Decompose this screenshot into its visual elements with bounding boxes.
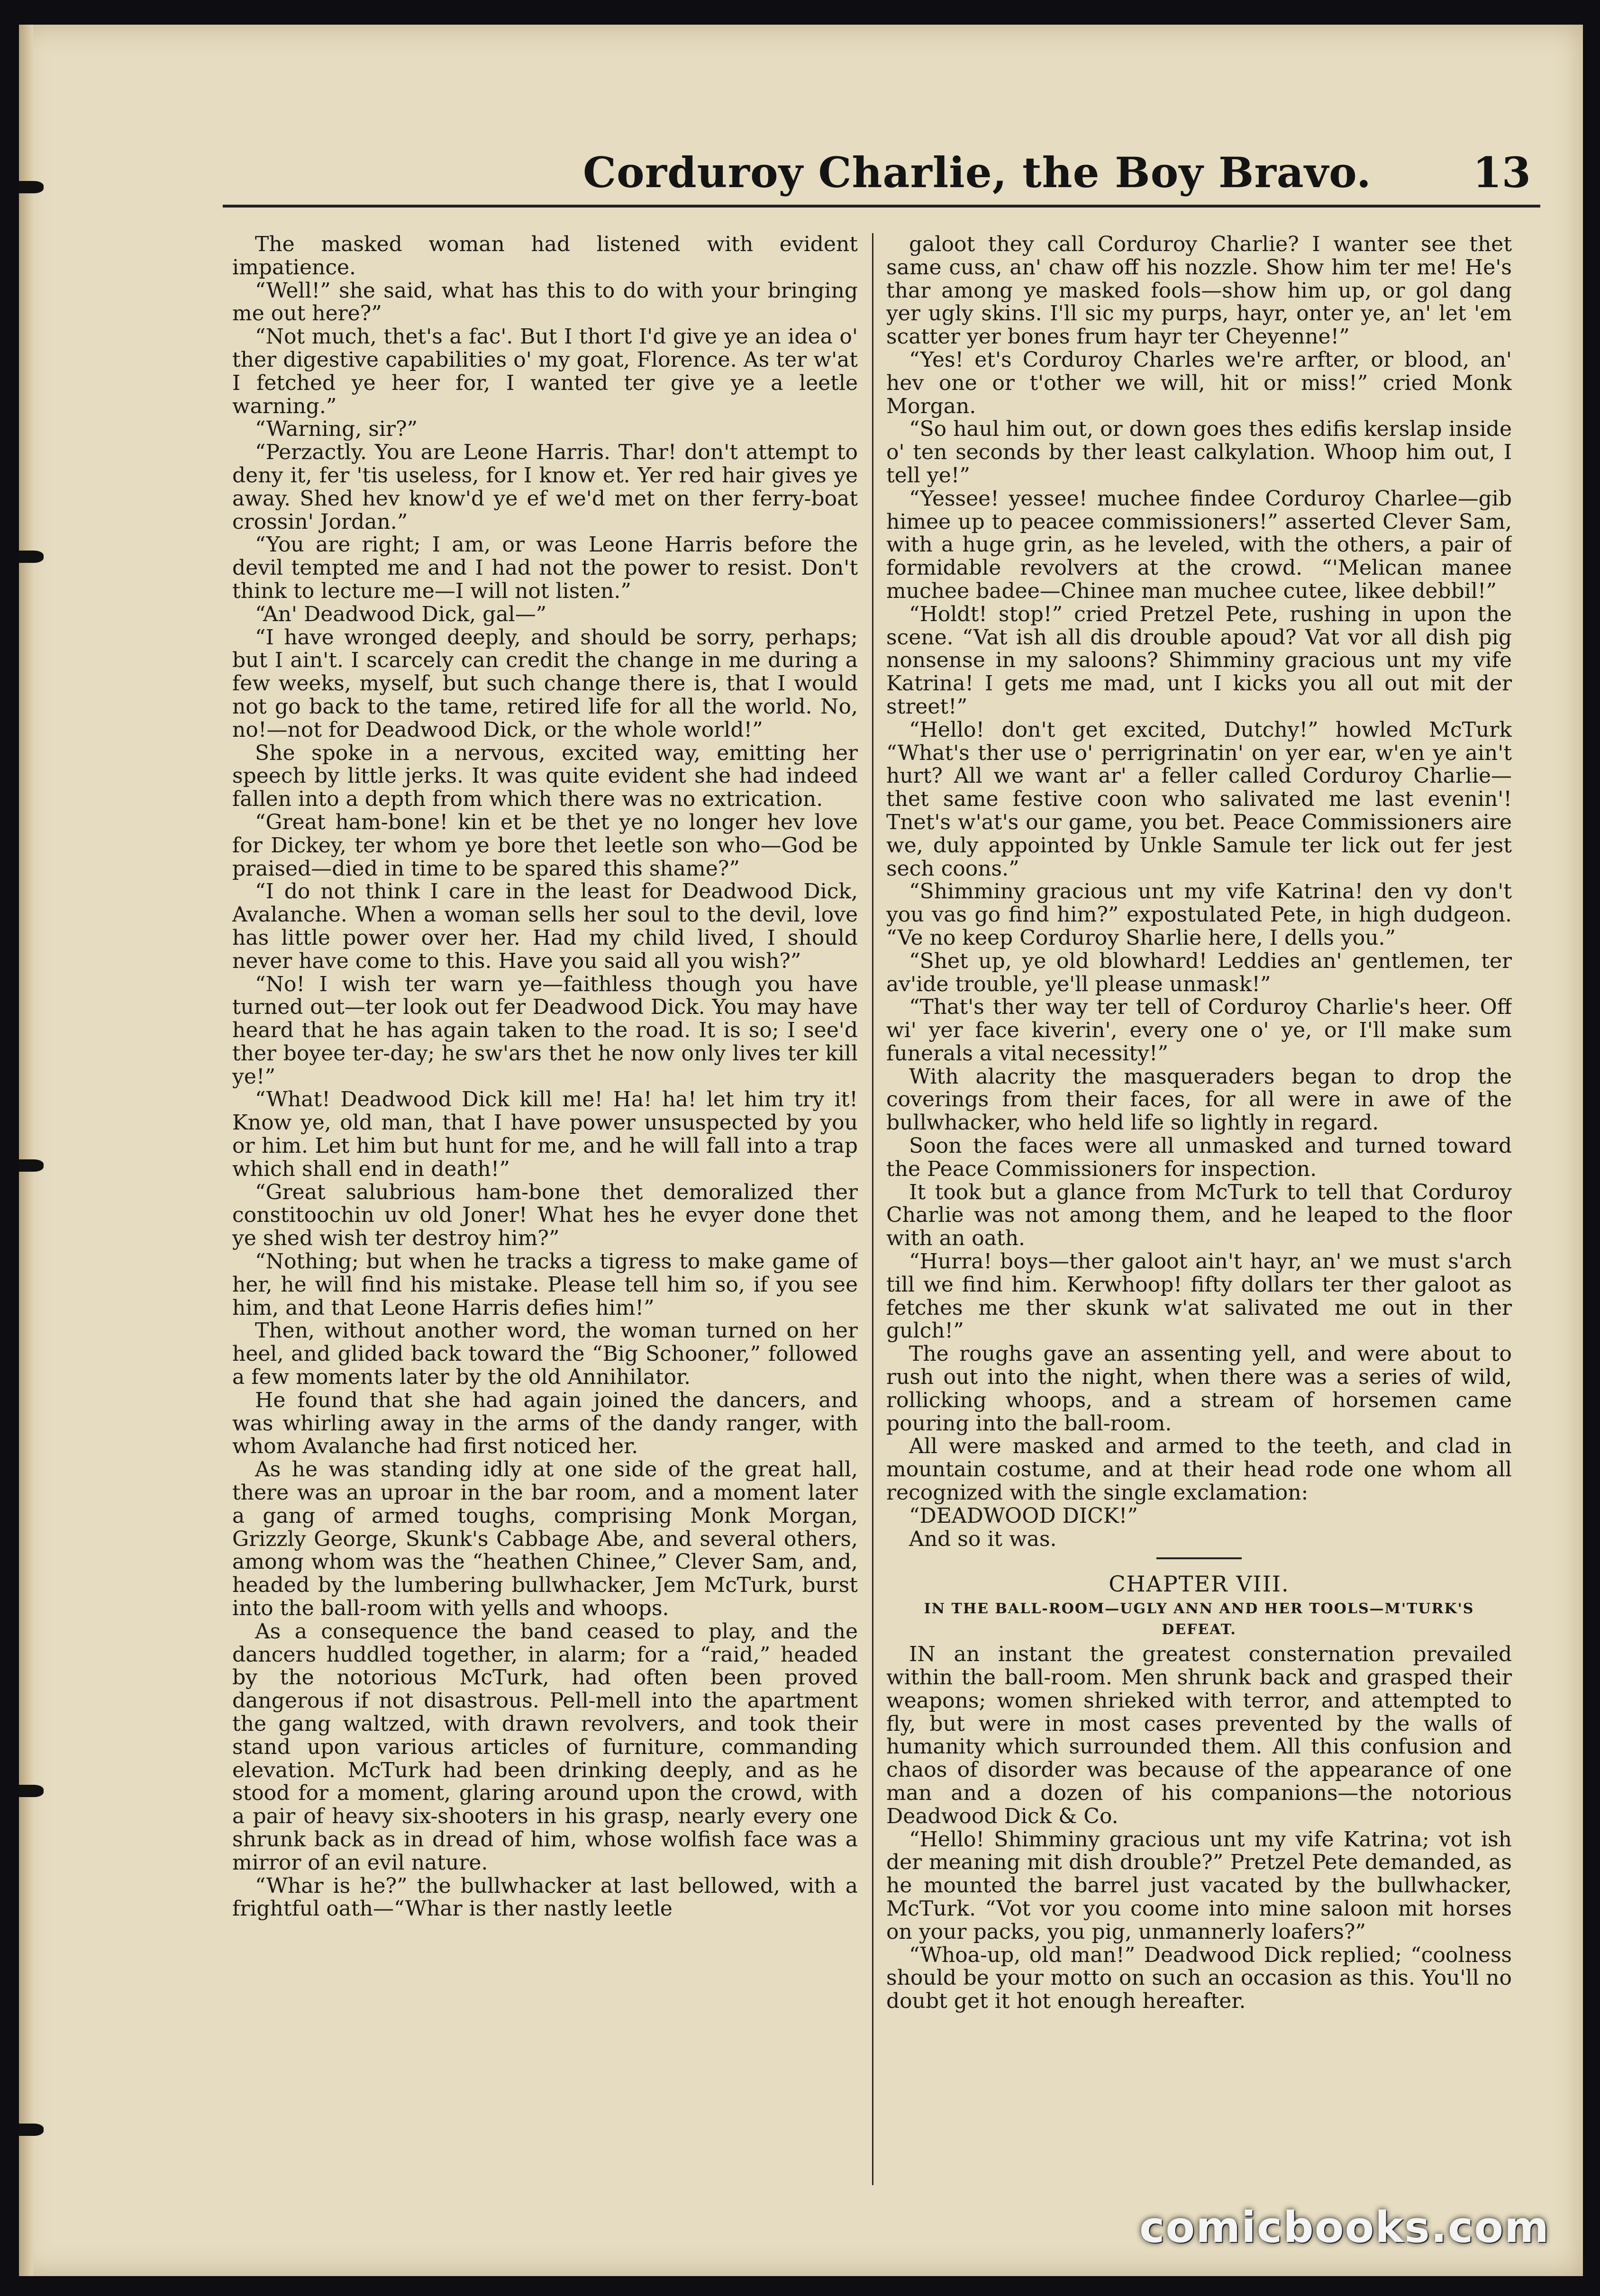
paragraph: “Warning, sir?” — [255, 417, 418, 442]
paragraph: “I have wronged deeply, and should be sorry, perhaps; but I ain't. I scarcely can credit the change in me during a few weeks, myself, but such change there is, that I would not go back to the tame, retired life for all the world. No, no!—not for Deadwood Dick, or the whole world!” — [232, 625, 858, 742]
paragraph: “DEADWOOD DICK!” — [909, 1503, 1138, 1528]
chapter-subtitle: IN THE BALL-ROOM—UGLY ANN AND HER TOOLS—M'TURK'S DEFEAT. — [924, 1600, 1474, 1638]
paragraph: “What! Deadwood Dick kill me! Ha! ha! let him try it! Know ye, old man, that I have power unsuspected by you or him. Let him but hunt for me, and he will fall into a trap which shall end in death!” — [232, 1087, 858, 1181]
magazine-page — [19, 25, 1583, 2276]
paragraph: And so it was. — [909, 1527, 1057, 1551]
paragraph: “Well!” she said, what has this to do with your bringing me out here?” — [232, 278, 858, 326]
paragraph: As he was standing idly at one side of the great hall, there was an uproar in the bar room, and a moment later a gang of armed toughs, comprising Monk Morgan, Grizzly George, Skunk's Cabbage Abe, and several others, among whom was the “heathen Chinee,” Clever Sam, and, headed by the lumbering bullwhacker, Jem McTurk, burst into the ball-room with yells and whoops. — [232, 1457, 858, 1621]
watermark-logo: comicbooks.com — [1139, 2203, 1550, 2252]
paragraph: “Hurra! boys—ther galoot ain't hayr, an' we must s'arch till we find him. Kerwhoop! fifty dollars ter ther galoot as fetches me ther skunk w'at salivated me out in ther gulch!” — [886, 1249, 1512, 1343]
paragraph: “Not much, thet's a fac'. But I thort I'd give ye an idea o' ther digestive capabilities o' my goat, Florence. As ter w'at I fetched ye heer for, I wanted ter give ye a leetle warning.” — [232, 325, 858, 418]
paragraph: “So haul him out, or down goes thes edifis kerslap inside o' ten seconds by ther least calkylation. Whoop him out, I tell ye!” — [886, 417, 1512, 488]
chapter-heading: CHAPTER VIII. — [1109, 1571, 1290, 1597]
paragraph: As a consequence the band ceased to play, and the dancers huddled together, in alarm; for a “raid,” headed by the notorious McTurk, had often been proved dangerous if not disastrous. Pell-mell into the apartment the gang waltzed, with drawn revolvers, and took their stand upon various articles of furniture, commanding elevation. McTurk had been drinking deeply, and as he stood for a moment, glaring around upon the crowd, with a pair of heavy six-shooters in his grasp, nearly every one shrunk back as in dread of him, whose wolfish face was a mirror of an evil nature. — [232, 1619, 858, 1875]
paragraph: “Yessee! yessee! muchee findee Corduroy Charlee—gib himee up to peacee commissioners!” asserted Clever Sam, with a huge grin, as he leveled, with the others, a pair of formidable revolvers at the crowd. “'Melican manee muchee badee—Chinee man muchee cutee, likee debbil!” — [886, 486, 1512, 603]
binding-stitch — [19, 1785, 44, 1797]
running-title: Corduroy Charlie, the Boy Bravo. — [583, 148, 1372, 197]
left-column — [232, 233, 858, 2185]
right-column — [886, 233, 1512, 2185]
paragraph: “I do not think I care in the least for Deadwood Dick, Avalanche. When a woman sells her soul to the devil, love has little power over her. Had my child lived, I should never have come to this. Have you said all you wish?” — [232, 879, 858, 973]
paragraph: “Hello! don't get excited, Dutchy!” howled McTurk “What's ther use o' perrigrinatin' on yer ear, w'en ye ain't hurt? All we want ar' a feller called Corduroy Charlie—thet same festive coon who salivated me last evenin'! Tnet's w'at's our game, you bet. Peace Commissioners aire we, duly appointed by Unkle Samule ter lick out fer jest sech coons.” — [886, 717, 1512, 881]
binding-stitch — [19, 1159, 44, 1172]
right-column-story — [886, 233, 1512, 1551]
paragraph: “Shet up, ye old blowhard! Leddies an' gentlemen, ter av'ide trouble, ye'll please unmask!” — [886, 949, 1512, 996]
binding-stitch — [19, 181, 44, 193]
paragraph: “Nothing; but when he tracks a tigress to make game of her, he will find his mistake. Please tell him so, if you see him, and that Leone Harris defies him!” — [232, 1249, 858, 1320]
paragraph: “Hello! Shimminy gracious unt my vife Katrina; vot ish der meaning mit dish drouble?” Pretzel Pete demanded, as he mounted the barrel just vacated by the bullwhacker, McTurk. “Vot vor you coome into mine saloon mit horses on your packs, you pig, unmannerly loafers?” — [886, 1827, 1512, 1944]
binding-stitch — [19, 551, 44, 563]
paragraph: “Great salubrious ham-bone thet demoralized ther constitoochin uv old Joner! What hes he evyer done thet ye shed wish ter destroy him?” — [232, 1180, 858, 1251]
paragraph: She spoke in a nervous, excited way, emitting her speech by little jerks. It was quite evident she had indeed fallen into a depth from which there was no extrication. — [232, 741, 858, 812]
binding-stitch — [19, 2124, 44, 2136]
paragraph: He found that she had again joined the dancers, and was whirling away in the arms of the dandy ranger, with whom Avalanche had first noticed her. — [232, 1388, 858, 1459]
paragraph: “That's ther way ter tell of Corduroy Charlie's heer. Off wi' yer face kiverin', every one o' ye, or I'll make sum funerals a vital necessity!” — [886, 995, 1512, 1066]
chapter-text — [886, 1643, 1512, 2013]
paragraph: It took but a glance from McTurk to tell that Corduroy Charlie was not among them, and he leaped to the floor with an oath. — [886, 1180, 1512, 1251]
paragraph: “No! I wish ter warn ye—faithless though you have turned out—ter look out fer Deadwood Dick. You may have heard that he has again taken to the road. It is so; I see'd ther boyee ter-day; he sw'ars thet he now only lives ter kill ye!” — [232, 972, 858, 1089]
paragraph: With alacrity the masqueraders began to drop the coverings from their faces, for all were in awe of the bullwhacker, who held life so lightly in regard. — [886, 1064, 1512, 1135]
paragraph: “Perzactly. You are Leone Harris. Thar! don't attempt to deny it, fer 'tis useless, for I know et. Yer red hair gives ye away. Shed hev know'd ye ef we'd met on ther ferry-boat crossin' Jordan.” — [232, 440, 858, 534]
paragraph: galoot they call Corduroy Charlie? I wanter see thet same cuss, an' chaw off his nozzle. Show him ter me! He's thar among ye masked fools—show him up, or gol dang yer ugly skins. I'll sic my purps, hayr, onter ye, an' let 'em scatter yer bones frum hayr ter Cheyenne!” — [886, 233, 1512, 349]
paragraph: “An' Deadwood Dick, gal—” — [255, 602, 547, 626]
page-binding — [19, 25, 33, 2276]
paragraph: “You are right; I am, or was Leone Harris before the devil tempted me and I had not the power to resist. Don't think to lecture me—I will not listen.” — [232, 533, 858, 603]
section-rule — [1156, 1557, 1242, 1559]
paragraph: The masked woman had listened with evident impatience. — [232, 233, 858, 280]
page-header — [223, 134, 1540, 208]
paragraph: IN an instant the greatest consternation prevailed within the ball-room. Men shrunk back and grasped their weapons; women shrieked with terror, and attempted to fly, but were in most cases prevented by the walls of humanity which surrounded them. All this confusion and chaos of disorder was because of the appearance of one man and a dozen of his companions—the notorious Deadwood Dick & Co. — [886, 1642, 1512, 1828]
paragraph: Soon the faces were all unmasked and turned toward the Peace Commissioners for inspection. — [886, 1134, 1512, 1181]
paragraph: “Shimminy gracious unt my vife Katrina! den vy don't you vas go find him?” expostulated Pete, in high dudgeon. “Ve no keep Corduroy Sharlie here, I dells you.” — [886, 879, 1512, 950]
paragraph: The roughs gave an assenting yell, and were about to rush out into the night, when there was a series of wild, rollicking whoops, and a stream of horsemen came pouring into the ball-room. — [886, 1342, 1512, 1436]
paragraph: “Holdt! stop!” cried Pretzel Pete, rushing in upon the scene. “Vat ish all dis drouble apoud? Vat vor all dish pig nonsense in my saloons? Shimminy gracious unt my vife Katrina! I gets me mad, unt I kicks you all out mit der street!” — [886, 602, 1512, 719]
column-divider — [872, 233, 873, 2185]
paragraph: Then, without another word, the woman turned on her heel, and glided back toward the “Big Schooner,” followed a few moments later by the old Annihilator. — [232, 1319, 858, 1390]
paragraph: “Great ham-bone! kin et be thet ye no longer hev love for Dickey, ter whom ye bore thet leetle son who—God be praised—died in time to be spared this shame?” — [232, 810, 858, 881]
paragraph: All were masked and armed to the teeth, and clad in mountain costume, and at their head rode one whom all recognized with the single exclamation: — [886, 1434, 1512, 1505]
paragraph: “Whoa-up, old man!” Deadwood Dick replied; “coolness should be your motto on such an occasion as this. You'll no doubt get it hot enough hereafter. — [886, 1943, 1512, 2014]
paragraph: “Yes! et's Corduroy Charles we're arfter, or blood, an' hev one or t'other we will, hit or miss!” cried Monk Morgan. — [886, 347, 1512, 418]
page-number: 13 — [1473, 148, 1531, 197]
paragraph: “Whar is he?” the bullwhacker at last bellowed, with a frightful oath—“Whar is ther nastly leetle — [232, 1873, 858, 1921]
